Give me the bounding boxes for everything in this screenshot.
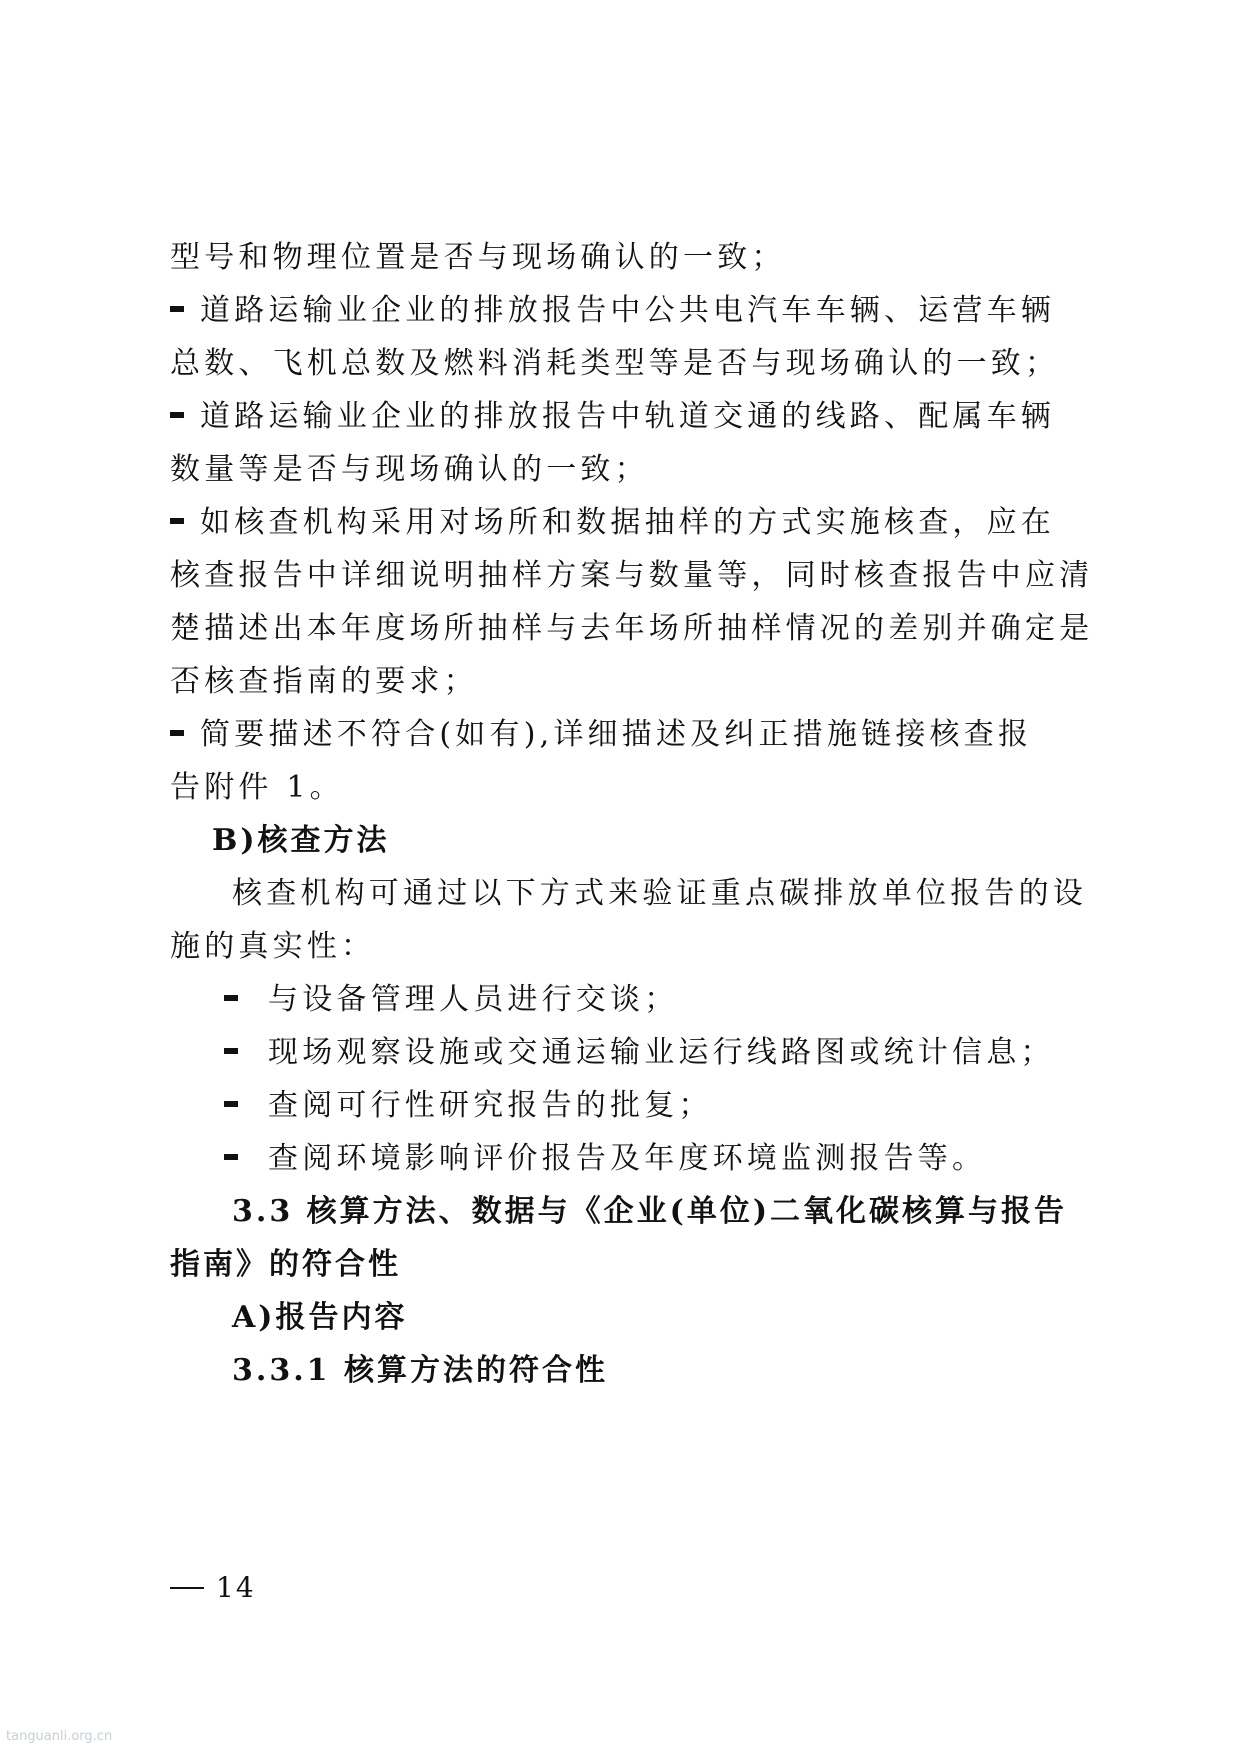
- subsection-heading: A)报告内容: [232, 1300, 408, 1335]
- watermark: tanguanli.org.cn: [6, 1729, 113, 1744]
- dash-bullet-icon: [170, 306, 184, 312]
- bullet-text: 如核查机构采用对场所和数据抽样的方式实施核查，应在: [200, 505, 1055, 540]
- bullet-item: [170, 289, 1090, 333]
- section-heading: B)核查方法: [212, 823, 390, 858]
- section-heading: 指南》的符合性: [170, 1247, 401, 1282]
- bullet-item: [170, 395, 1090, 439]
- bullet-item: [224, 1137, 1090, 1181]
- paragraph-line: 施的真实性：: [170, 929, 376, 964]
- bullet-text: 查阅可行性研究报告的批复；: [268, 1088, 713, 1123]
- bullet-text: 简要描述不符合(如有),详细描述及纠正措施链接核查报: [200, 717, 1033, 752]
- dash-bullet-icon: [224, 1154, 238, 1160]
- paragraph-line: 告附件 1。: [170, 770, 344, 805]
- paragraph-line: 核查机构可通过以下方式来验证重点碳排放单位报告的设: [232, 876, 1087, 911]
- dash-bullet-icon: [224, 1048, 238, 1054]
- paragraph-line: 型号和物理位置是否与现场确认的一致；: [170, 240, 786, 275]
- dash-bullet-icon: [224, 1101, 238, 1107]
- dash-bullet-icon: [170, 412, 184, 418]
- paragraph-line: 总数、飞机总数及燃料消耗类型等是否与现场确认的一致；: [170, 346, 1060, 381]
- bullet-text: 查阅环境影响评价报告及年度环境监测报告等。: [268, 1141, 987, 1176]
- bullet-item: [224, 978, 1090, 1022]
- page-number-rule: [170, 1587, 204, 1589]
- paragraph-line: 否核查指南的要求；: [170, 664, 478, 699]
- page-number: [170, 1568, 256, 1608]
- bullet-item: [224, 1031, 1090, 1075]
- bullet-text: 现场观察设施或交通运输业运行线路图或统计信息；: [268, 1035, 1055, 1070]
- bullet-text: 与设备管理人员进行交谈；: [268, 982, 679, 1017]
- section-heading: 3.3 核算方法、数据与《企业(单位)二氧化碳核算与报告: [232, 1194, 1068, 1229]
- subsection-heading: 3.3.1 核算方法的符合性: [232, 1353, 608, 1388]
- dash-bullet-icon: [170, 518, 184, 524]
- page-number-value: 14: [216, 1571, 256, 1604]
- bullet-text: 道路运输业企业的排放报告中公共电汽车车辆、运营车辆: [200, 293, 1055, 328]
- bullet-item: [170, 713, 1090, 757]
- bullet-item: [224, 1084, 1090, 1128]
- paragraph-line: 数量等是否与现场确认的一致；: [170, 452, 649, 487]
- bullet-text: 道路运输业企业的排放报告中轨道交通的线路、配属车辆: [200, 399, 1055, 434]
- paragraph-line: 楚描述出本年度场所抽样与去年场所抽样情况的差别并确定是: [170, 611, 1094, 646]
- bullet-item: [170, 501, 1090, 545]
- dash-bullet-icon: [224, 995, 238, 1001]
- dash-bullet-icon: [170, 730, 184, 736]
- paragraph-line: 核查报告中详细说明抽样方案与数量等，同时核查报告中应清: [170, 558, 1094, 593]
